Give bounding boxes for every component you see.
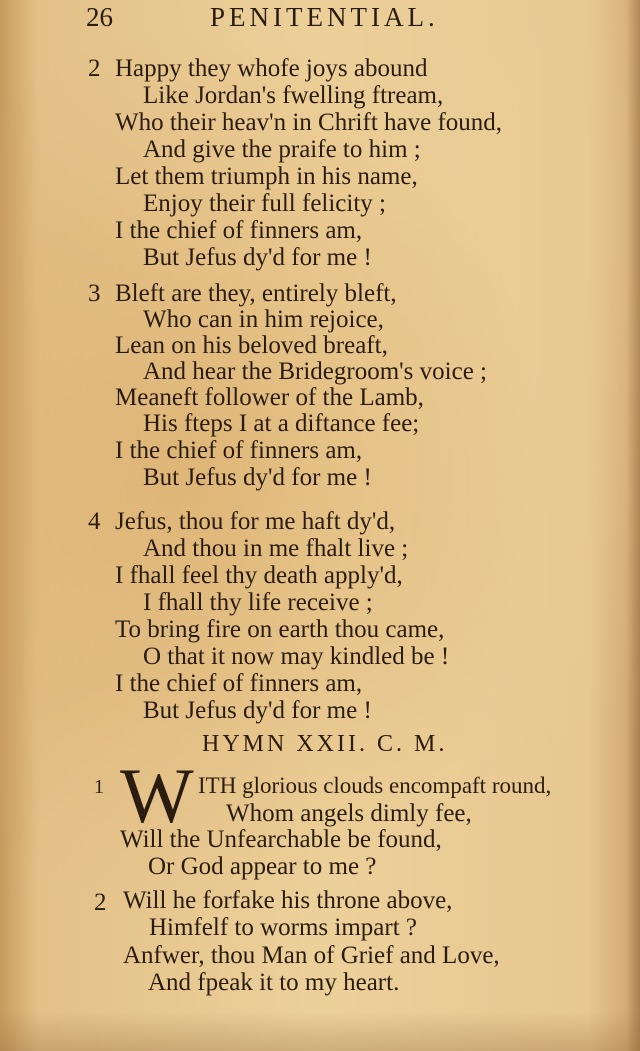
verse-line: Who can in him rejoice, bbox=[143, 306, 384, 333]
verse-line: But Jefus dy'd for me ! bbox=[143, 244, 372, 271]
page-header bbox=[0, 2, 640, 36]
verse-line: I the chief of finners am, bbox=[115, 217, 363, 244]
verse-line: Himfelf to worms impart ? bbox=[149, 914, 417, 941]
verse-line: I fhall thy life receive ; bbox=[143, 589, 373, 616]
verse-line: Meaneft follower of the Lamb, bbox=[115, 384, 424, 411]
verse-line: ITH glorious clouds encompaft round, bbox=[198, 773, 552, 798]
stanza-number: 3 bbox=[88, 280, 101, 307]
page-bottom-shadow bbox=[0, 1011, 640, 1051]
verse-line: And fpeak it to my heart. bbox=[148, 969, 400, 996]
verse-line: I fhall feel thy death apply'd, bbox=[115, 562, 403, 589]
verse-line: Lean on his beloved breaft, bbox=[115, 332, 388, 359]
hymn-title: HYMN XXII. C. M. bbox=[202, 731, 448, 757]
verse-line: Anfwer, thou Man of Grief and Love, bbox=[123, 942, 500, 969]
verse-line: Will he forfake his throne above, bbox=[123, 887, 453, 914]
stanza-number: 2 bbox=[88, 55, 101, 82]
verse-line: Will the Unfearchable be found, bbox=[120, 826, 442, 853]
stanza-number: 1 bbox=[94, 776, 104, 798]
verse-line: And thou in me fhalt live ; bbox=[143, 535, 409, 562]
verse-line: His fteps I at a diftance fee; bbox=[143, 410, 420, 437]
verse-line: Who their heav'n in Chrift have found, bbox=[115, 109, 503, 136]
verse-line: To bring fire on earth thou came, bbox=[115, 616, 445, 643]
stanza-number: 4 bbox=[88, 508, 101, 535]
page-number: 26 bbox=[86, 2, 113, 32]
verse-line: Enjoy their full felicity ; bbox=[143, 190, 386, 217]
verse-line: O that it now may kindled be ! bbox=[143, 643, 450, 670]
verse-line: Let them triumph in his name, bbox=[115, 163, 418, 190]
drop-cap: W bbox=[120, 752, 194, 839]
stanza-number: 2 bbox=[94, 889, 107, 916]
verse-line: Bleft are they, entirely bleft, bbox=[115, 280, 397, 307]
verse-line: Happy they whofe joys abound bbox=[115, 55, 428, 82]
verse-line: And give the praife to him ; bbox=[143, 136, 421, 163]
running-head: PENITENTIAL. bbox=[210, 2, 439, 32]
verse-line: But Jefus dy'd for me ! bbox=[143, 464, 372, 491]
verse-line: Or God appear to me ? bbox=[148, 853, 377, 880]
page-edge-shadow bbox=[626, 0, 640, 1051]
verse-line: Like Jordan's fwelling ftream, bbox=[143, 82, 444, 109]
verse-line: Whom angels dimly fee, bbox=[226, 800, 472, 827]
verse-line: But Jefus dy'd for me ! bbox=[143, 697, 372, 724]
verse-line: Jefus, thou for me haft dy'd, bbox=[115, 508, 396, 535]
verse-line: And hear the Bridegroom's voice ; bbox=[143, 358, 487, 385]
verse-line: I the chief of finners am, bbox=[115, 437, 363, 464]
verse-line: I the chief of finners am, bbox=[115, 670, 363, 697]
